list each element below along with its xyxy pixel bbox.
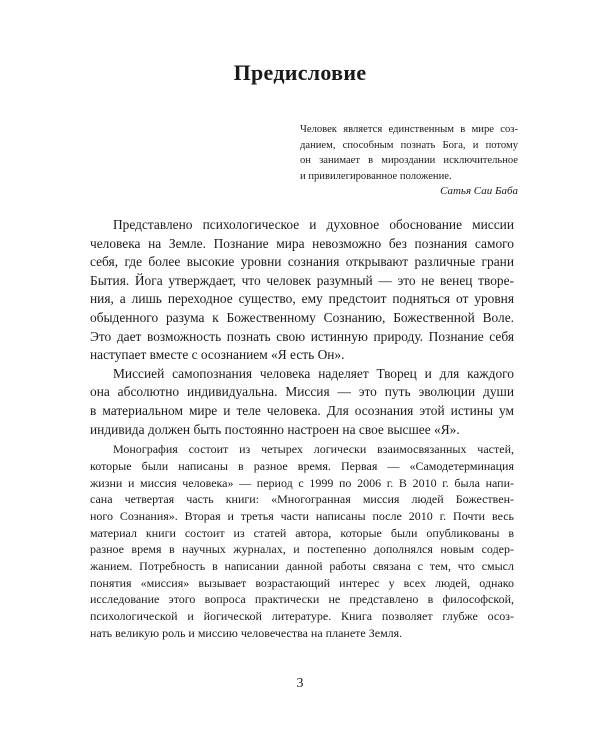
epigraph-line: и привилегированное положение. [300, 170, 452, 182]
text-line: материал книги состоит из статей автора, которые были опубликованы в [90, 525, 514, 540]
text-line: Миссией самопознания человека наделяет Творец и для каждого [113, 365, 514, 381]
text-line: нать великую роль и миссию человечества на планете Земля. [90, 625, 403, 640]
text-line: индивида должен быть постоянно настроен на свое высшее «Я». [90, 421, 460, 437]
page-number: 3 [296, 676, 304, 691]
text-line: ния, а лишь переходное существо, ему предстоит подняться от уровня [90, 291, 514, 307]
page-title: Предисловие [233, 60, 367, 85]
text-line: жизни и миссия человека» — период с 1999 по 2006 г. В 2010 г. была напи- [90, 475, 514, 490]
text-line: человека на Земле. Познание мира невозможно без познания самого [90, 235, 514, 251]
text-line: которые были написаны в разное время. Первая — «Самодетерминация [90, 458, 514, 473]
epigraph-line: данием, способным познать Бога, и потому [300, 139, 518, 151]
epigraph-quote [300, 122, 518, 184]
text-line: обыденного разума к Божественному Сознанию, Божественной Воле. [90, 309, 514, 325]
text-line: наступает вместе с осознанием «Я есть Он». [90, 347, 345, 363]
paragraph-3 [90, 441, 514, 641]
epigraph-line: он занимает в мироздании исключительное [300, 155, 518, 167]
paragraph-2 [90, 365, 514, 439]
text-line: Это дает возможность познать свою истинную природу. Познание себя [90, 328, 514, 344]
text-line: сана четвертая часть книги: «Многогранная миссия людей Божествен- [90, 492, 514, 507]
text-line: исследование этого вопроса практически не представлено в философской, [90, 592, 514, 607]
text-line: Монография состоит из четырех логически взаимосвязанных частей, [113, 442, 514, 457]
text-line: она абсолютно индивидуальна. Миссия — это путь эволюции души [90, 384, 514, 400]
text-line: Бытия. Йога утверждает, что человек разумный — это не венец творе- [90, 272, 514, 288]
text-line: ного Сознания». Вторая и третья части написаны после 2010 г. Почти весь [90, 508, 514, 523]
body-text [90, 216, 514, 642]
paragraph-1 [90, 216, 514, 365]
text-line: себя, где более высокие уровни сознания открывают различные грани [90, 254, 514, 270]
text-line: в материальном мире и теле человека. Для осознания этой истины ум [90, 402, 514, 418]
epigraph-line: Человек является единственным в мире соз- [300, 124, 518, 135]
text-line: разное время в научных журналах, и постепенно дополнялся новым содер- [90, 542, 514, 557]
epigraph-author: Сатья Саи Баба [440, 185, 518, 197]
text-line: жанием. Потребность в написании данной работы связана с тем, что смысл [90, 559, 514, 574]
text-line: понятия «миссия» вызывает возрастающий интерес у всех людей, однако [90, 575, 514, 590]
text-line: Представлено психологическое и духовное обоснование миссии [113, 217, 514, 232]
text-line: психологической и йогической литературе. Книга позволяет глубже осоз- [90, 609, 514, 624]
